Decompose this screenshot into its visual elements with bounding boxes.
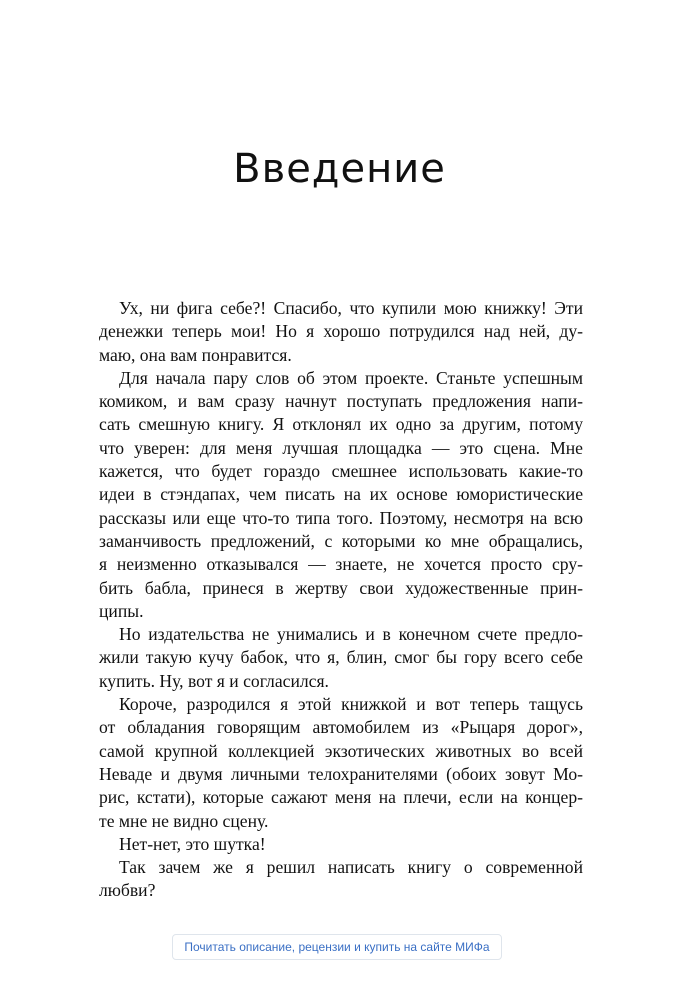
text-line: те мне не видно сцену. <box>99 810 269 831</box>
text-line: Нет-нет, это шутка! <box>119 833 266 854</box>
text-line: бить бабла, принеся в жертву свои художественные прин- <box>99 577 583 598</box>
text-line: денежки теперь мои! Но я хорошо потрудился над ней, ду- <box>99 321 583 342</box>
text-line: Для начала пару слов об этом проекте. Станьте успешным <box>119 367 583 388</box>
text-line: идеи в стэндапах, чем писать на их основе юмористические <box>99 484 583 505</box>
paragraph <box>99 297 583 367</box>
text-line: от обладания говорящим автомобилем из «Рыцаря дорог», <box>99 717 583 738</box>
text-line: любви? <box>99 880 156 901</box>
text-line: Короче, разродился я этой книжкой и вот теперь тащусь <box>119 694 583 715</box>
text-line: заманчивость предложений, с которыми ко мне обращались, <box>99 530 583 551</box>
text-line: я неизменно отказывался — знаете, не хочется просто сру- <box>99 554 583 575</box>
text-line: Но издательства не унимались и в конечном счете предло- <box>119 624 583 645</box>
text-line: комиком, и вам сразу начнут поступать предложения напи- <box>99 391 583 412</box>
paragraph <box>99 833 583 856</box>
mif-store-link[interactable]: Почитать описание, рецензии и купить на сайте МИФа <box>172 934 502 960</box>
text-line: сать смешную книгу. Я отклонял их одно за другим, потому <box>99 414 583 435</box>
text-line: Так зачем же я решил написать книгу о современной <box>119 857 583 878</box>
text-line: Неваде и двумя личными телохранителями (обоих зовут Мо- <box>99 763 583 784</box>
paragraph <box>99 693 583 833</box>
text-line: жили такую кучу бабок, что я, блин, смог бы гору всего себе <box>99 647 583 668</box>
page-title: Введение <box>233 146 446 192</box>
text-line: маю, она вам понравится. <box>99 344 292 365</box>
text-line: рассказы или еще что-то типа того. Поэтому, несмотря на всю <box>99 507 583 528</box>
body-text <box>99 297 583 903</box>
text-line: рис, кстати), которые сажают меня на плечи, если на концер- <box>99 787 583 808</box>
text-line: кажется, что будет гораздо смешнее использовать какие-то <box>99 461 583 482</box>
text-line: ципы. <box>99 600 144 621</box>
paragraph <box>99 856 583 903</box>
paragraph <box>99 367 583 623</box>
text-line: самой крупной коллекцией экзотических животных во всей <box>99 740 583 761</box>
paragraph <box>99 623 583 693</box>
text-line: купить. Ну, вот я и согласился. <box>99 670 329 691</box>
text-line: Ух, ни фига себе?! Спасибо, что купили мою книжку! Эти <box>119 298 583 318</box>
text-line: что уверен: для меня лучшая площадка — это сцена. Мне <box>99 437 583 458</box>
